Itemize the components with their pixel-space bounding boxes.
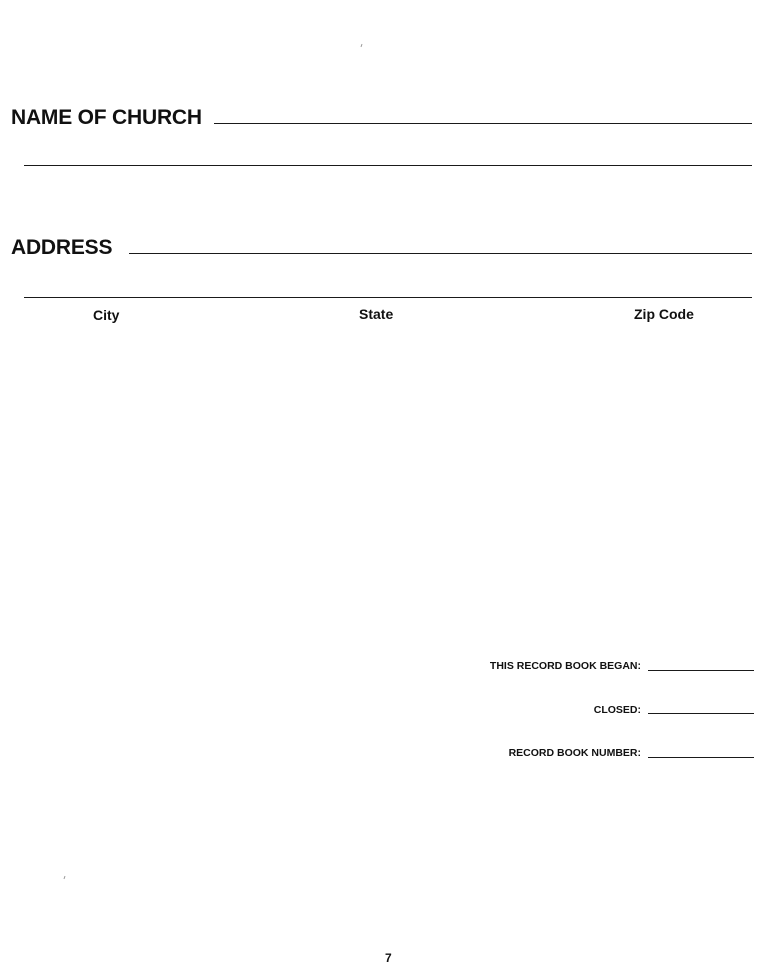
record-began-line[interactable] [648,670,754,671]
record-number-line[interactable] [648,757,754,758]
city-state-zip-line[interactable] [24,297,752,298]
record-began-label: THIS RECORD BOOK BEGAN: [489,660,641,672]
state-label: State [359,306,394,322]
address-line[interactable] [129,253,752,254]
closed-label: CLOSED: [593,704,641,716]
paper-speck [361,44,363,47]
paper-speck [64,876,66,879]
address-label: ADDRESS [11,236,113,259]
city-label: City [93,307,120,323]
church-name-second-line[interactable] [24,165,752,166]
church-name-line[interactable] [214,123,752,124]
zip-code-label: Zip Code [634,306,694,322]
closed-line[interactable] [648,713,754,714]
church-name-label: NAME OF CHURCH [11,106,202,129]
record-number-label: RECORD BOOK NUMBER: [508,747,641,759]
page-number: 7 [385,951,392,965]
